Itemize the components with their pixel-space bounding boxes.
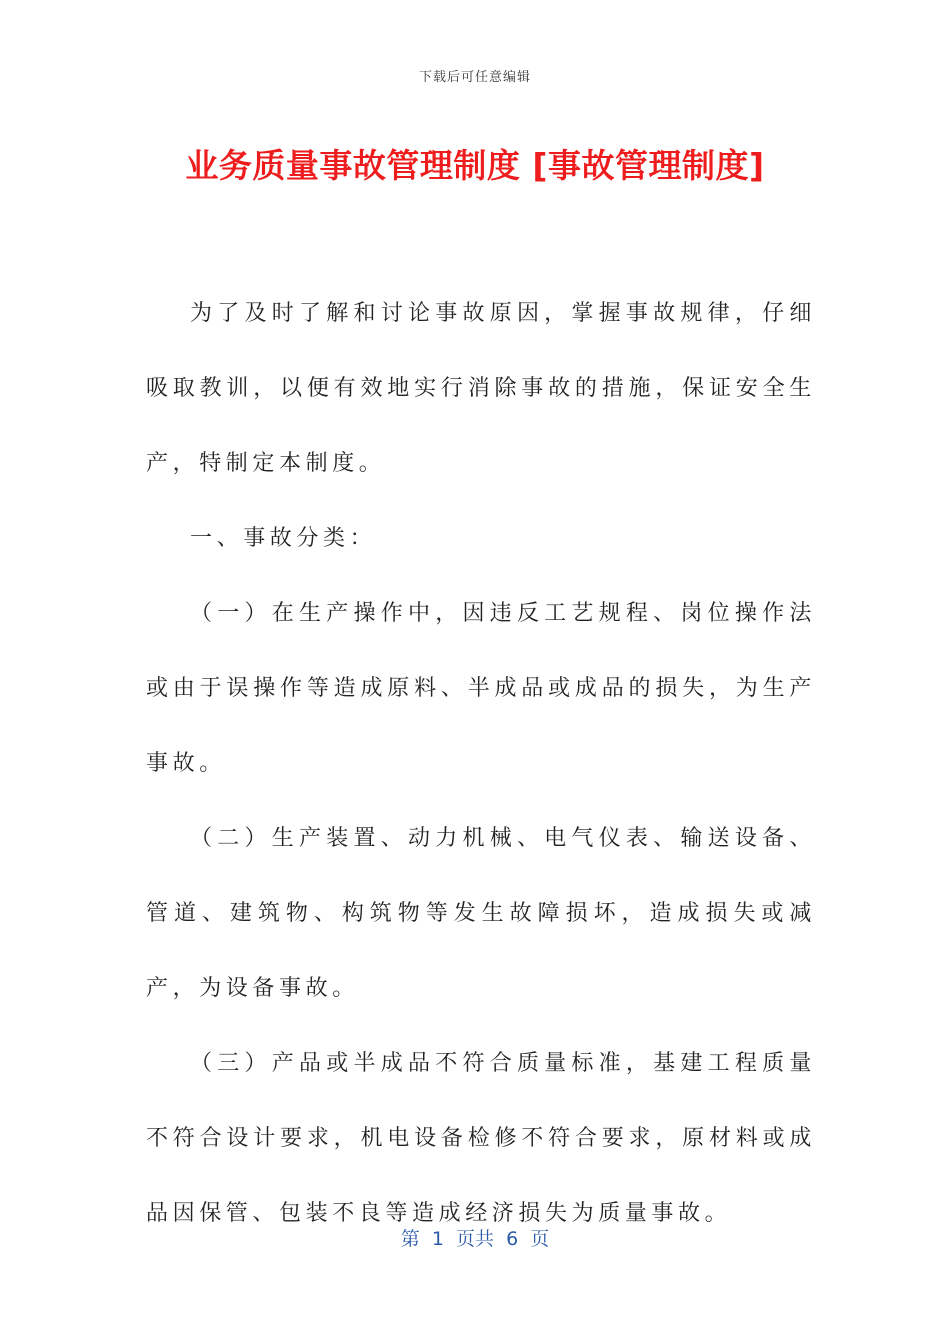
document-title: 业务质量事故管理制度 [事故管理制度] xyxy=(185,146,765,185)
document-body xyxy=(146,276,816,1251)
section-heading-classification: 一、事故分类： xyxy=(190,526,377,551)
header-note: 下载后可任意编辑 xyxy=(418,70,531,85)
paragraph-intro: 为了及时了解和讨论事故原因，掌握事故规律，仔细吸取教训，以便有效地实行消除事故的措施，保证安全生产，特制定本制度。 xyxy=(146,301,816,476)
page-number-footer: 第 1 页共 6 页 xyxy=(400,1228,550,1250)
paragraph-equipment-accident: （二）生产装置、动力机械、电气仪表、输送设备、管道、建筑物、构筑物等发生故障损坏，造成损失或减产，为设备事故。 xyxy=(146,826,816,1001)
paragraph-production-accident: （一）在生产操作中，因违反工艺规程、岗位操作法或由于误操作等造成原料、半成品或成品的损失，为生产事故。 xyxy=(146,601,816,776)
paragraph-quality-accident: （三）产品或半成品不符合质量标准，基建工程质量不符合设计要求，机电设备检修不符合要求，原材料或成品因保管、包装不良等造成经济损失为质量事故。 xyxy=(146,1051,816,1226)
